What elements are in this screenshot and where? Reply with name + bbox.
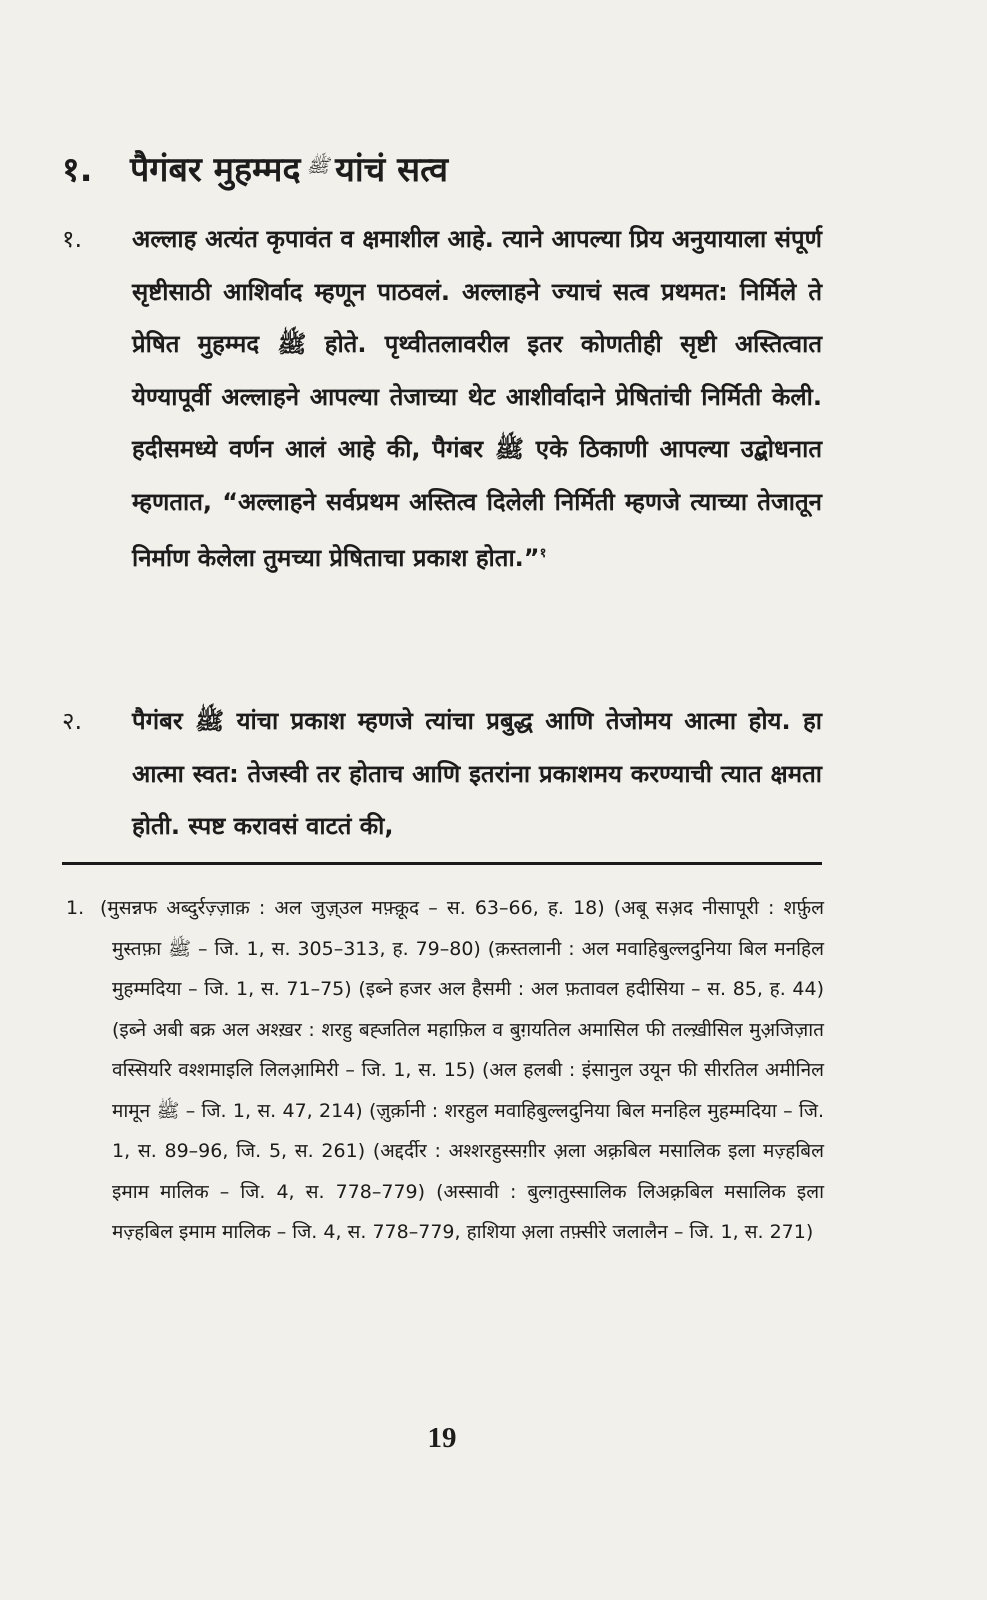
heading-text-after: यांचं सत्व	[335, 150, 448, 190]
paragraph-text: पैगंबर ﷺ यांचा प्रकाश म्हणजे त्यांचा प्रबुद्ध आणि तेजोमय आत्मा होय. हा आत्मा स्वत: तेजस्वी तर होताच आणि इतरांना प्रकाशमय करण्याची त्यात क्षमता होती. स्पष्ट करावसं वाटतं की,	[132, 707, 822, 840]
footnote	[66, 888, 824, 1253]
heading-number: १.	[62, 150, 93, 190]
footnote-text: (मुसन्नफ अब्दुर्रज़्ज़ाक़ : अल जुज़्उल मफ़्क़ूद – स. 63–66, ह. 18) (अबू सअ़द नीसापूरी : शर्फ़ुल मुस्तफ़ा ﷺ – जि. 1, स. 305–313, ह. 79–80) (क़स्तलानी : अल मवाहिबुल्लदुनिया बिल मनहिल मुहम्मदिया – जि. 1, स. 71–75) (इब्ने हजर अल हैसमी : अल फ़तावल हदीसिया – स. 85, ह. 44) (इब्ने अबी बक्र अल अश्ख़र : शरहु बह्जतिल महाफ़िल व बुग़यतिल अमासिल फी तल्ख़ीसिल मुअ़जिज़ात वस्सियरि वश्शमाइलि लिलआ़मिरी – जि. 1, स. 15) (अल हलबी : इंसानुल उयून फी सीरतिल अमीनिल मामून ﷺ – जि. 1, स. 47, 214) (ज़ुर्क़ानी : शरहुल मवाहिबुल्लदुनिया बिल मनहिल मुहम्मदिया – जि. 1, स. 89–96, जि. 5, स. 261) (अद्दर्दीर : अश्शरहुस्सग़ीर अ़ला अक़्रबिल मसालिक इला मज़्हबिल इमाम मालिक – जि. 4, स. 778–779) (अस्सावी : बुल्ग़तुस्सालिक लिअक़्रबिल मसालिक इला मज़्हबिल इमाम मालिक – जि. 4, स. 778–779, हाशिया अ़ला तफ़्सीरे जलालैन – जि. 1, स. 271)	[100, 897, 824, 1243]
honorific-glyph-icon: ﷺ	[306, 155, 330, 177]
paragraph-text: अल्लाह अत्यंत कृपावंत व क्षमाशील आहे. त्याने आपल्या प्रिय अनुयायाला संपूर्ण सृष्टीसाठी आशिर्वाद म्हणून पाठवलं. अल्लाहने ज्याचं सत्व प्रथमत: निर्मिले ते प्रेषित मुहम्मद ﷺ होते. पृथ्वीतलावरील इतर कोणतीही सृष्टी अस्तित्वात येण्यापूर्वी अल्लाहने आपल्या तेजाच्या थेट आशीर्वादाने प्रेषितांची निर्मिती केली. हदीसमध्ये वर्णन आलं आहे की, पैगंबर ﷺ एके ठिकाणी आपल्या उद्बोधनात म्हणतात, “अल्लाहने सर्वप्रथम अस्तित्व दिलेली निर्मिती म्हणजे त्याच्या तेजातून निर्माण केलेला तुमच्या प्रेषिताचा प्रकाश होता.”	[132, 225, 823, 572]
footnote-number: 1.	[66, 897, 85, 919]
paragraph-1	[62, 213, 822, 585]
paragraph-number: २.	[62, 707, 83, 735]
heading-text-before: पैगंबर मुहम्मद	[130, 150, 301, 190]
paragraph-number: १.	[62, 225, 83, 253]
page-number: 19	[427, 1422, 457, 1454]
chapter-heading	[62, 145, 882, 191]
footnote-divider	[62, 862, 822, 865]
paragraph-2	[62, 695, 822, 853]
footnote-reference: १	[539, 546, 547, 561]
paragraph-text-wrap	[132, 213, 822, 585]
